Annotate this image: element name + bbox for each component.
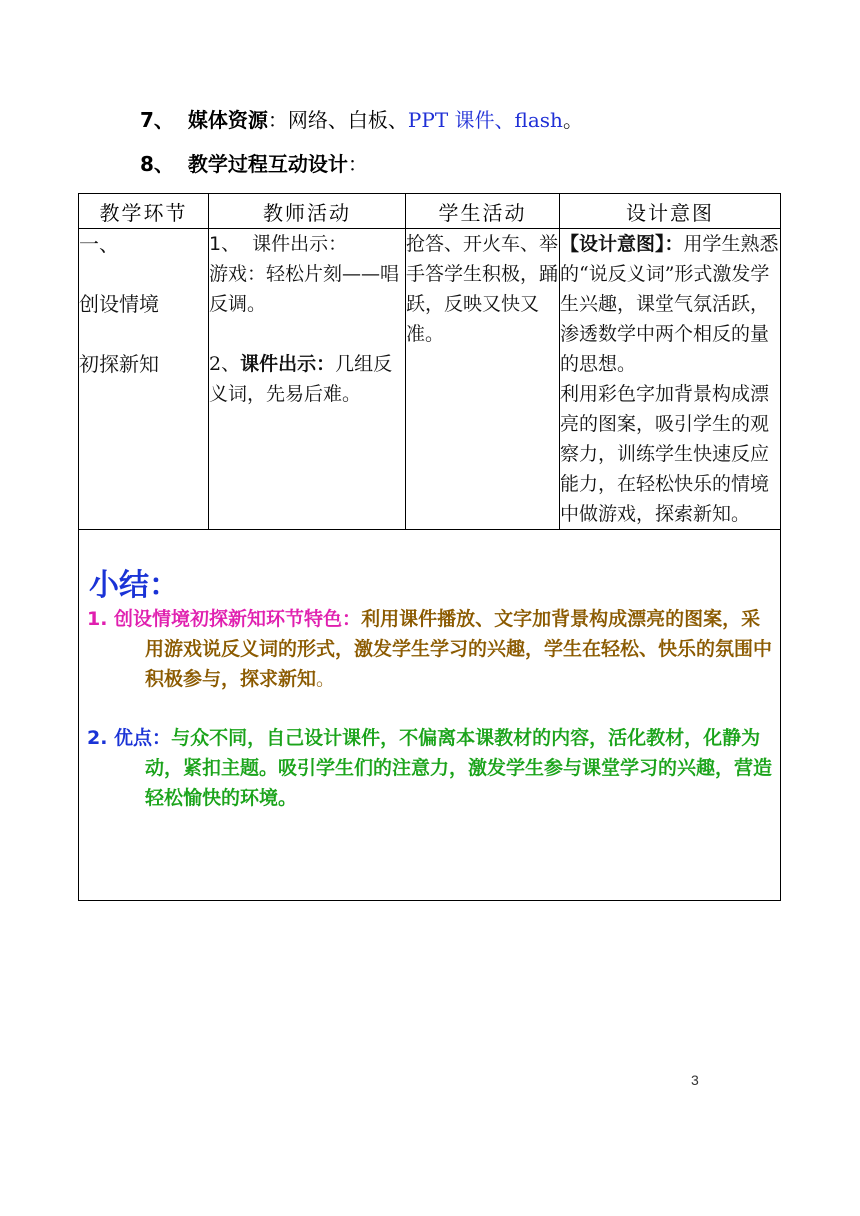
table-header-row bbox=[79, 194, 781, 229]
student-activity-cell: 抢答、开火车、举手答学生积极，踊跃，反映又快又准。 bbox=[406, 229, 560, 530]
lesson-design-table bbox=[78, 193, 781, 901]
summary-point-1-end: 。 bbox=[316, 668, 336, 690]
item-separator: ： bbox=[347, 152, 368, 176]
stage-name-2: 初探新知 bbox=[79, 352, 159, 376]
teacher-item-1-head: 1、 课件出示： bbox=[209, 233, 348, 255]
teacher-item-2-label: 课件出示： bbox=[240, 353, 336, 375]
item-label: 教学过程互动设计 bbox=[187, 152, 348, 176]
stage-name-1: 创设情境 bbox=[79, 292, 159, 316]
summary-cell bbox=[79, 530, 781, 901]
table-row bbox=[79, 229, 781, 530]
item-number: 8、 bbox=[140, 152, 174, 176]
summary-point-2-lead: 2. 优点： bbox=[87, 727, 172, 749]
media-value-blue: PPT 课件、flash bbox=[407, 108, 563, 132]
item-separator: ： bbox=[267, 108, 288, 132]
header-teacher-activity: 教师活动 bbox=[209, 194, 406, 229]
design-intent-text-2: 利用彩色字加背景构成漂亮的图案，吸引学生的观察力，训练学生快速反应能力，在轻松快乐的情境中做游戏，探索新知。 bbox=[560, 383, 770, 525]
design-intent-text-1: 用学生熟悉的“说反义词”形式激发学生兴趣，课堂气氛活跃，渗透数学中两个相反的量的思想。 bbox=[560, 233, 779, 375]
header-student-activity: 学生活动 bbox=[406, 194, 560, 229]
teacher-item-2-num: 2、 bbox=[209, 353, 241, 375]
stage-number: 一、 bbox=[79, 232, 119, 256]
stage-cell bbox=[79, 229, 209, 530]
item-number: 7、 bbox=[140, 108, 174, 132]
header-stage: 教学环节 bbox=[79, 194, 209, 229]
summary-row bbox=[79, 530, 781, 901]
item-label: 媒体资源 bbox=[187, 108, 268, 132]
teacher-item-2 bbox=[209, 349, 405, 409]
header-design-intent: 设计意图 bbox=[560, 194, 781, 229]
design-intent-label: 【设计意图】： bbox=[560, 233, 684, 255]
teacher-item-1-text: 游戏：轻松片刻——唱反调。 bbox=[209, 263, 400, 315]
summary-point-1-lead: 1. 创设情境初探新知环节特色： bbox=[87, 608, 362, 630]
summary-point-2-text: 与众不同，自己设计课件，不偏离本课教材的内容，活化教材，化静为动，紧扣主题。吸引学生们的注意力，激发学生参与课堂学习的兴趣，营造轻松愉快的环境。 bbox=[145, 727, 773, 809]
teacher-item-2-text: 几组反义词，先易后难。 bbox=[209, 353, 393, 405]
design-intent-cell bbox=[560, 229, 781, 530]
interaction-design-line bbox=[140, 150, 368, 178]
media-value-prefix: 网络、白板、 bbox=[287, 108, 408, 132]
summary-point-1-text: 利用课件播放、文字加背景构成漂亮的图案，采用游戏说反义词的形式，激发学生学习的兴趣，学生在轻松、快乐的氛围中积极参与，探求新知 bbox=[145, 608, 773, 690]
summary-point-2 bbox=[87, 723, 775, 813]
summary-title: 小结： bbox=[89, 568, 179, 603]
media-value-suffix: 。 bbox=[562, 108, 583, 132]
summary-point-1 bbox=[87, 604, 775, 694]
teacher-activity-cell bbox=[209, 229, 406, 530]
page-number: 3 bbox=[691, 1072, 699, 1088]
media-resources-line bbox=[140, 106, 583, 134]
